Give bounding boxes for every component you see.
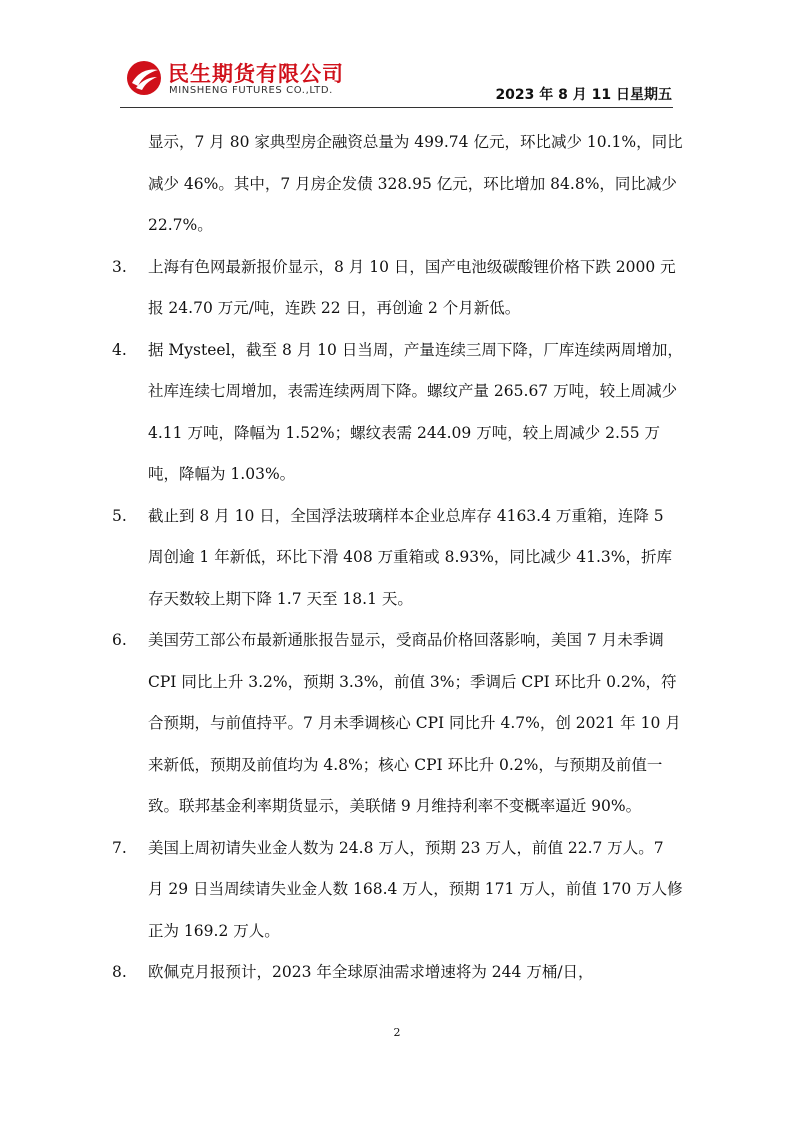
document-body <box>112 122 684 994</box>
item-text: 美国上周初请失业金人数为 24.8 万人，预期 23 万人，前值 22.7 万人。7 月 29 日当周续请失业金人数 168.4 万人，预期 171 万人，前值 170 万人修正为 169.2 万人。 <box>148 838 683 940</box>
company-name-cn: 民生期货有限公司 <box>168 62 344 86</box>
item-number: 7. <box>112 838 127 857</box>
page-header <box>0 0 794 122</box>
minsheng-logo-icon <box>124 58 164 98</box>
company-logo <box>124 58 364 104</box>
item-text: 截止到 8 月 10 日，全国浮法玻璃样本企业总库存 4163.4 万重箱，连降 5 周创逾 1 年新低，环比下滑 408 万重箱或 8.93%，同比减少 41.3%，折库存天数较上期下降 1.7 天至 18.1 天。 <box>148 506 672 608</box>
report-date: 2023 年 8 月 11 日星期五 <box>495 87 672 103</box>
list-item <box>112 620 684 828</box>
continuation-paragraph: 显示，7 月 80 家典型房企融资总量为 499.74 亿元，环比减少 10.1%，同比减少 46%。其中，7 月房企发债 328.95 亿元，环比增加 84.8%，同比减少 22.7%。 <box>148 133 683 234</box>
item-number: 3. <box>112 257 127 276</box>
company-name-en: MINSHENG FUTURES CO.,LTD. <box>169 85 333 96</box>
item-text: 欧佩克月报预计，2023 年全球原油需求增速将为 244 万桶/日， <box>148 963 594 981</box>
list-item <box>112 952 684 994</box>
header-divider <box>120 107 673 108</box>
item-number: 5. <box>112 506 127 525</box>
page-number: 2 <box>393 1026 401 1039</box>
list-item <box>112 247 684 330</box>
item-text: 据 Mysteel，截至 8 月 10 日当周，产量连续三周下降，厂库连续两周增加，社库连续七周增加，表需连续两周下降。螺纹产量 265.67 万吨，较上周减少 4.11 万吨，降幅为 1.52%；螺纹表需 244.09 万吨，较上周减少 2.55 万吨，降幅为 1.03%。 <box>148 340 683 483</box>
item-number: 4. <box>112 340 127 359</box>
list-item <box>112 828 684 953</box>
list-item <box>112 496 684 621</box>
item-text: 美国劳工部公布最新通胀报告显示，受商品价格回落影响，美国 7 月未季调 CPI 同比上升 3.2%，预期 3.3%，前值 3%；季调后 CPI 环比升 0.2%，符合预期，与前值持平。7 月未季调核心 CPI 同比升 4.7%，创 2021 年 10 月来新低，预期及前值均为 4.8%；核心 CPI 环比升 0.2%，与预期及前值一致。联邦基金利率期货显示，美联储 9 月维持利率不变概率逼近 90%。 <box>148 631 681 815</box>
item-number: 6. <box>112 631 127 649</box>
item-number: 8. <box>112 963 127 981</box>
item-text: 上海有色网最新报价显示，8 月 10 日，国产电池级碳酸锂价格下跌 2000 元报 24.70 万元/吨，连跌 22 日，再创逾 2 个月新低。 <box>148 257 676 317</box>
list-item <box>112 330 684 496</box>
